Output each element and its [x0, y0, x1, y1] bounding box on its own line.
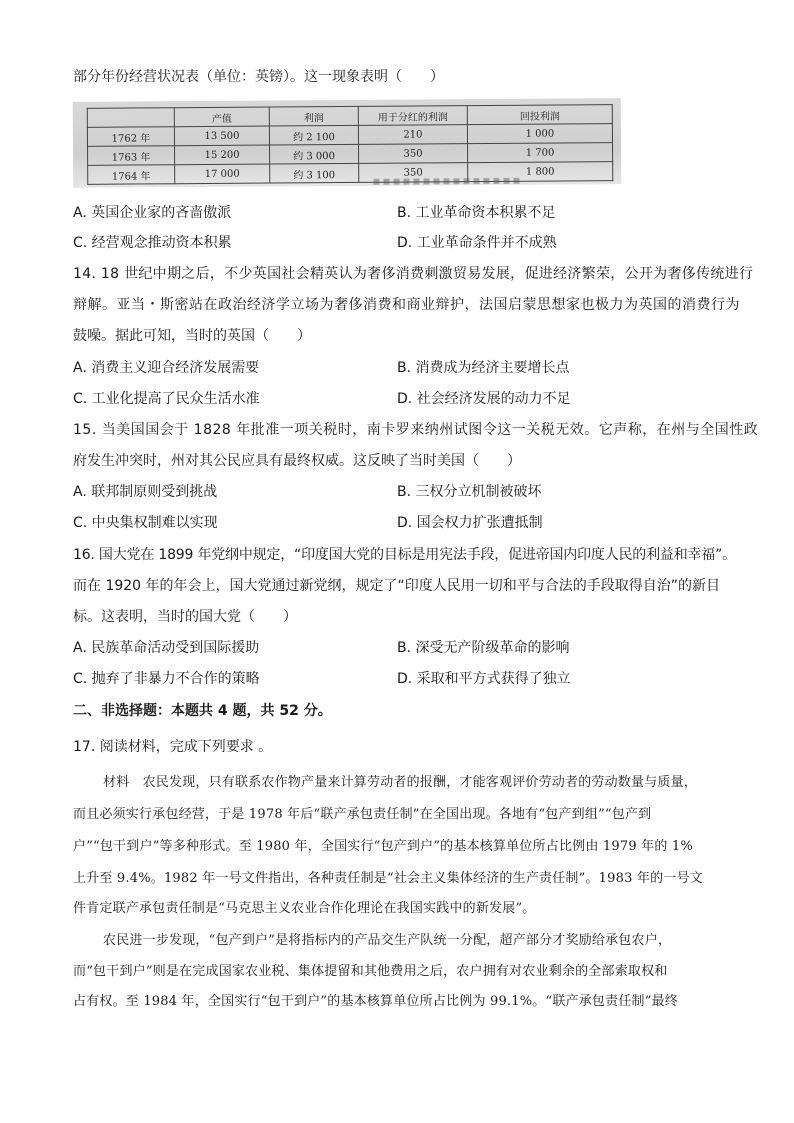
table-header-cell: 回投利润 [467, 105, 612, 125]
table-cell: 1 700 [468, 143, 613, 163]
q14-option-b: B. 消费成为经济主要增长点 [397, 360, 570, 376]
cropped-caption-fragment [373, 178, 523, 185]
q16-option-b: B. 深受无产阶级革命的影响 [397, 640, 570, 656]
table-cell: 17 000 [175, 164, 270, 184]
q15-option-b: B. 三权分立机制被破坏 [397, 484, 542, 500]
q14-option-a: A. 消费主义迎合经济发展需要 [73, 360, 260, 376]
material-line: 而且必须实行承包经营，于是 1978 年后“联产承包责任制”在全国出现。各地有“包产到组”“包产到 [73, 807, 652, 822]
table-header-cell: 用于分红的利润 [358, 106, 467, 126]
q16-option-c: C. 抛弃了非暴力不合作的策略 [73, 671, 260, 687]
q16-stem-line: 而在 1920 年的年会上，国大党通过新党纲，规定了“印度人民用一切和平与合法的手段取得自治”的新目 [73, 578, 721, 594]
q15-option-c: C. 中央集权制难以实现 [73, 515, 218, 531]
q17-prompt: 17. 阅读材料，完成下列要求 。 [73, 739, 273, 755]
q14-stem-line: 辩解。亚当・斯密站在政治经济学立场为奢侈消费和商业辩护，法国启蒙思想家也极力为英国的消费行为 [73, 297, 740, 313]
material-line: 而“包干到户”则是在完成国家农业税、集体提留和其他费用之后，农户拥有对农业剩余的全部索取权和 [73, 964, 668, 979]
q13-option-b: B. 工业革命资本积累不足 [397, 205, 556, 221]
table-row [88, 162, 613, 185]
q13-stem-tail: 部分年份经营状况表（单位：英镑）。这一现象表明（ ） [73, 69, 444, 85]
table-header-cell [87, 108, 174, 128]
material-line: 材料 农民发现，只有联系农作物产量来计算劳动者的报酬，才能客观评价劳动者的劳动数量与质量， [103, 775, 698, 790]
operating-table-photo [73, 98, 622, 188]
q16-stem-line: 16. 国大党在 1899 年党纲中规定，“印度国大党的目标是用宪法手段，促进帝国内印度人民的利益和幸福”。 [73, 547, 736, 563]
q13-option-d: D. 工业革命条件并不成熟 [397, 235, 557, 251]
q15-stem-line: 15. 当美国国会于 1828 年批准一项关税时，南卡罗来纳州试图令这一关税无效。它声称，在州与全国性政 [73, 422, 759, 438]
table-cell: 约 3 100 [270, 163, 359, 183]
q14-stem-line: 鼓噪。据此可知，当时的英国（ ） [73, 328, 311, 344]
q14-option-c: C. 工业化提高了民众生活水准 [73, 391, 260, 407]
q16-option-a: A. 民族革命活动受到国际援助 [73, 640, 260, 656]
table-cell: 约 2 100 [269, 125, 358, 145]
table-cell: 13 500 [174, 126, 269, 146]
q14-option-d: D. 社会经济发展的动力不足 [397, 391, 571, 407]
table-cell: 1764 年 [88, 165, 175, 185]
table-cell: 1762 年 [87, 127, 174, 147]
table-header-cell: 产值 [174, 107, 269, 127]
q13-option-a: A. 英国企业家的吝啬傲派 [73, 205, 232, 221]
table-cell: 1763 年 [88, 146, 175, 166]
table-cell: 1 000 [467, 124, 612, 144]
table-cell: 约 3 000 [270, 144, 359, 164]
material-line: 户”“包干到户”等多种形式。至 1980 年，全国实行“包产到户”的基本核算单位所占比例由 1979 年的 1% [73, 839, 693, 854]
table-cell: 350 [359, 163, 468, 183]
table-cell: 15 200 [175, 145, 270, 165]
material-line: 件肯定联产承包责任制是“马克思主义农业合作化理论在我国实践中的新发展”。 [73, 901, 536, 916]
table-cell: 210 [358, 125, 467, 145]
q16-option-d: D. 采取和平方式获得了独立 [397, 671, 571, 687]
material-line: 占有权。至 1984 年，全国实行“包干到户”的基本核算单位所占比例为 99.1%。“联产承包责任制”最终 [73, 994, 678, 1009]
q15-option-a: A. 联邦制原则受到挑战 [73, 484, 218, 500]
section-heading: 二、非选择题：本题共 4 题，共 52 分。 [73, 703, 332, 719]
q14-stem-line: 14. 18 世纪中期之后，不少英国社会精英认为奢侈消费刺激贸易发展，促进经济繁荣，公开为奢侈传统进行 [73, 266, 754, 282]
q16-stem-line: 标。这表明，当时的国大党（ ） [73, 609, 297, 625]
table-cell: 1 800 [468, 162, 613, 182]
q15-stem-line: 府发生冲突时，州对其公民应具有最终权威。这反映了当时美国（ ） [73, 453, 521, 469]
q13-option-c: C. 经营观念推动资本积累 [73, 235, 232, 251]
material-line: 上升至 9.4%。1982 年一号文件指出，各种责任制是“社会主义集体经济的生产责任制”。1983 年的一号文 [73, 871, 703, 886]
table-cell: 350 [359, 144, 468, 164]
material-line: 农民进一步发现，“包产到户”是将指标内的产品交生产队统一分配，超产部分才奖励给承包农户， [103, 933, 672, 948]
q15-option-d: D. 国会权力扩张遭抵制 [397, 515, 543, 531]
table-header-cell: 利润 [269, 106, 358, 126]
operating-status-table [87, 104, 614, 185]
